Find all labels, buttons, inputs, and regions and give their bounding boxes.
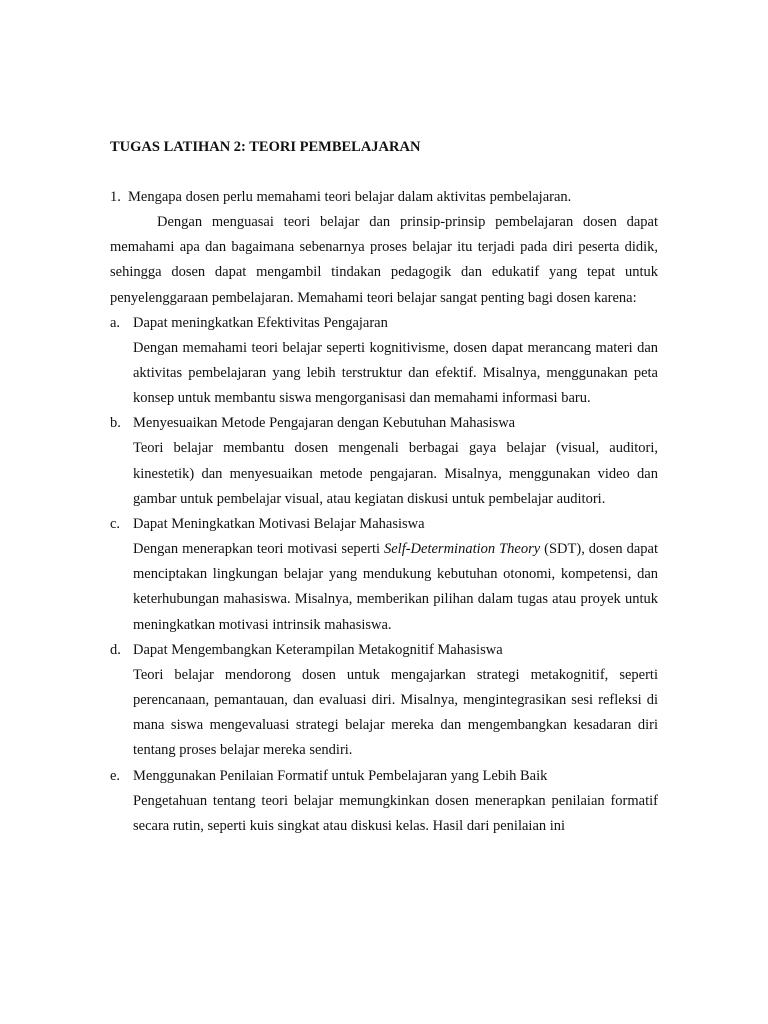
item-body-text: Dengan menerapkan teori motivasi seperti: [133, 541, 384, 558]
item-letter: e.: [110, 767, 121, 784]
list-item-d: [110, 638, 658, 764]
item-heading: Dapat Mengembangkan Keterampilan Metakognitif Mahasiswa: [133, 641, 503, 658]
item-letter: a.: [110, 314, 121, 331]
document-page: [110, 137, 658, 839]
item-body: Teori belajar mendorong dosen untuk mengajarkan strategi metakognitif, seperti perencanaan, pemantauan, dan evaluasi diri. Misalnya, mengintegrasikan sesi refleksi di mana siswa mengevaluasi strategi belajar mereka dan mengembangkan kesadaran diri tentang proses belajar mereka sendiri.: [133, 666, 658, 759]
item-letter: b.: [110, 415, 121, 432]
item-heading: Dapat Meningkatkan Motivasi Belajar Mahasiswa: [133, 516, 425, 533]
item-heading: Menggunakan Penilaian Formatif untuk Pembelajaran yang Lebih Baik: [133, 767, 548, 784]
item-heading: Dapat meningkatkan Efektivitas Pengajaran: [133, 314, 388, 331]
question-text: Mengapa dosen perlu memahami teori belajar dalam aktivitas pembelajaran.: [128, 189, 572, 205]
list-item-e: [110, 764, 658, 839]
theory-name: Self-Determination Theory: [383, 541, 541, 558]
item-heading: Menyesuaikan Metode Pengajaran dengan Kebutuhan Mahasiswa: [133, 415, 516, 432]
list-item-c: [110, 512, 658, 638]
item-body: [133, 537, 658, 638]
item-letter: c.: [110, 516, 121, 533]
item-letter: d.: [110, 641, 121, 658]
list-item-b: [110, 411, 658, 512]
document-title: TUGAS LATIHAN 2: TEORI PEMBELAJARAN: [110, 139, 421, 155]
item-body-text: (SDT), dosen dapat menciptakan lingkungan belajar yang mendukung kebutuhan otonomi, kompetensi, dan keterhubungan mahasiswa. Misalnya, memberikan pilihan dalam tugas atau proyek untuk meningkatkan motivasi intrinsik mahasiswa.: [133, 541, 659, 633]
item-body: Dengan memahami teori belajar seperti kognitivisme, dosen dapat merancang materi dan aktivitas pembelajaran yang lebih terstruktur dan efektif. Misalnya, menggunakan peta konsep untuk membantu siswa mengorganisasi dan memahami informasi baru.: [133, 339, 658, 407]
intro-paragraph: Dengan menguasai teori belajar dan prinsip-prinsip pembelajaran dosen dapat memahami apa dan bagaimana sebenarnya proses belajar itu terjadi pada diri peserta didik, sehingga dosen dapat mengambil tindakan pedagogik dan edukatif yang tepat untuk penyelenggaraan pembelajaran. Memahami teori belajar sangat penting bagi dosen karena:: [110, 214, 658, 306]
list-item-a: [110, 311, 658, 412]
item-body: Pengetahuan tentang teori belajar memungkinkan dosen menerapkan penilaian formatif secara rutin, seperti kuis singkat atau diskusi kelas. Hasil dari penilaian ini: [133, 792, 658, 834]
question-1: [110, 185, 658, 210]
item-body: Teori belajar membantu dosen mengenali berbagai gaya belajar (visual, auditori, kinestetik) dan menyesuaikan metode pengajaran. Misalnya, menggunakan video dan gambar untuk pembelajar visual, atau kegiatan diskusi untuk pembelajar auditori.: [133, 440, 658, 507]
question-number: 1.: [110, 189, 121, 205]
